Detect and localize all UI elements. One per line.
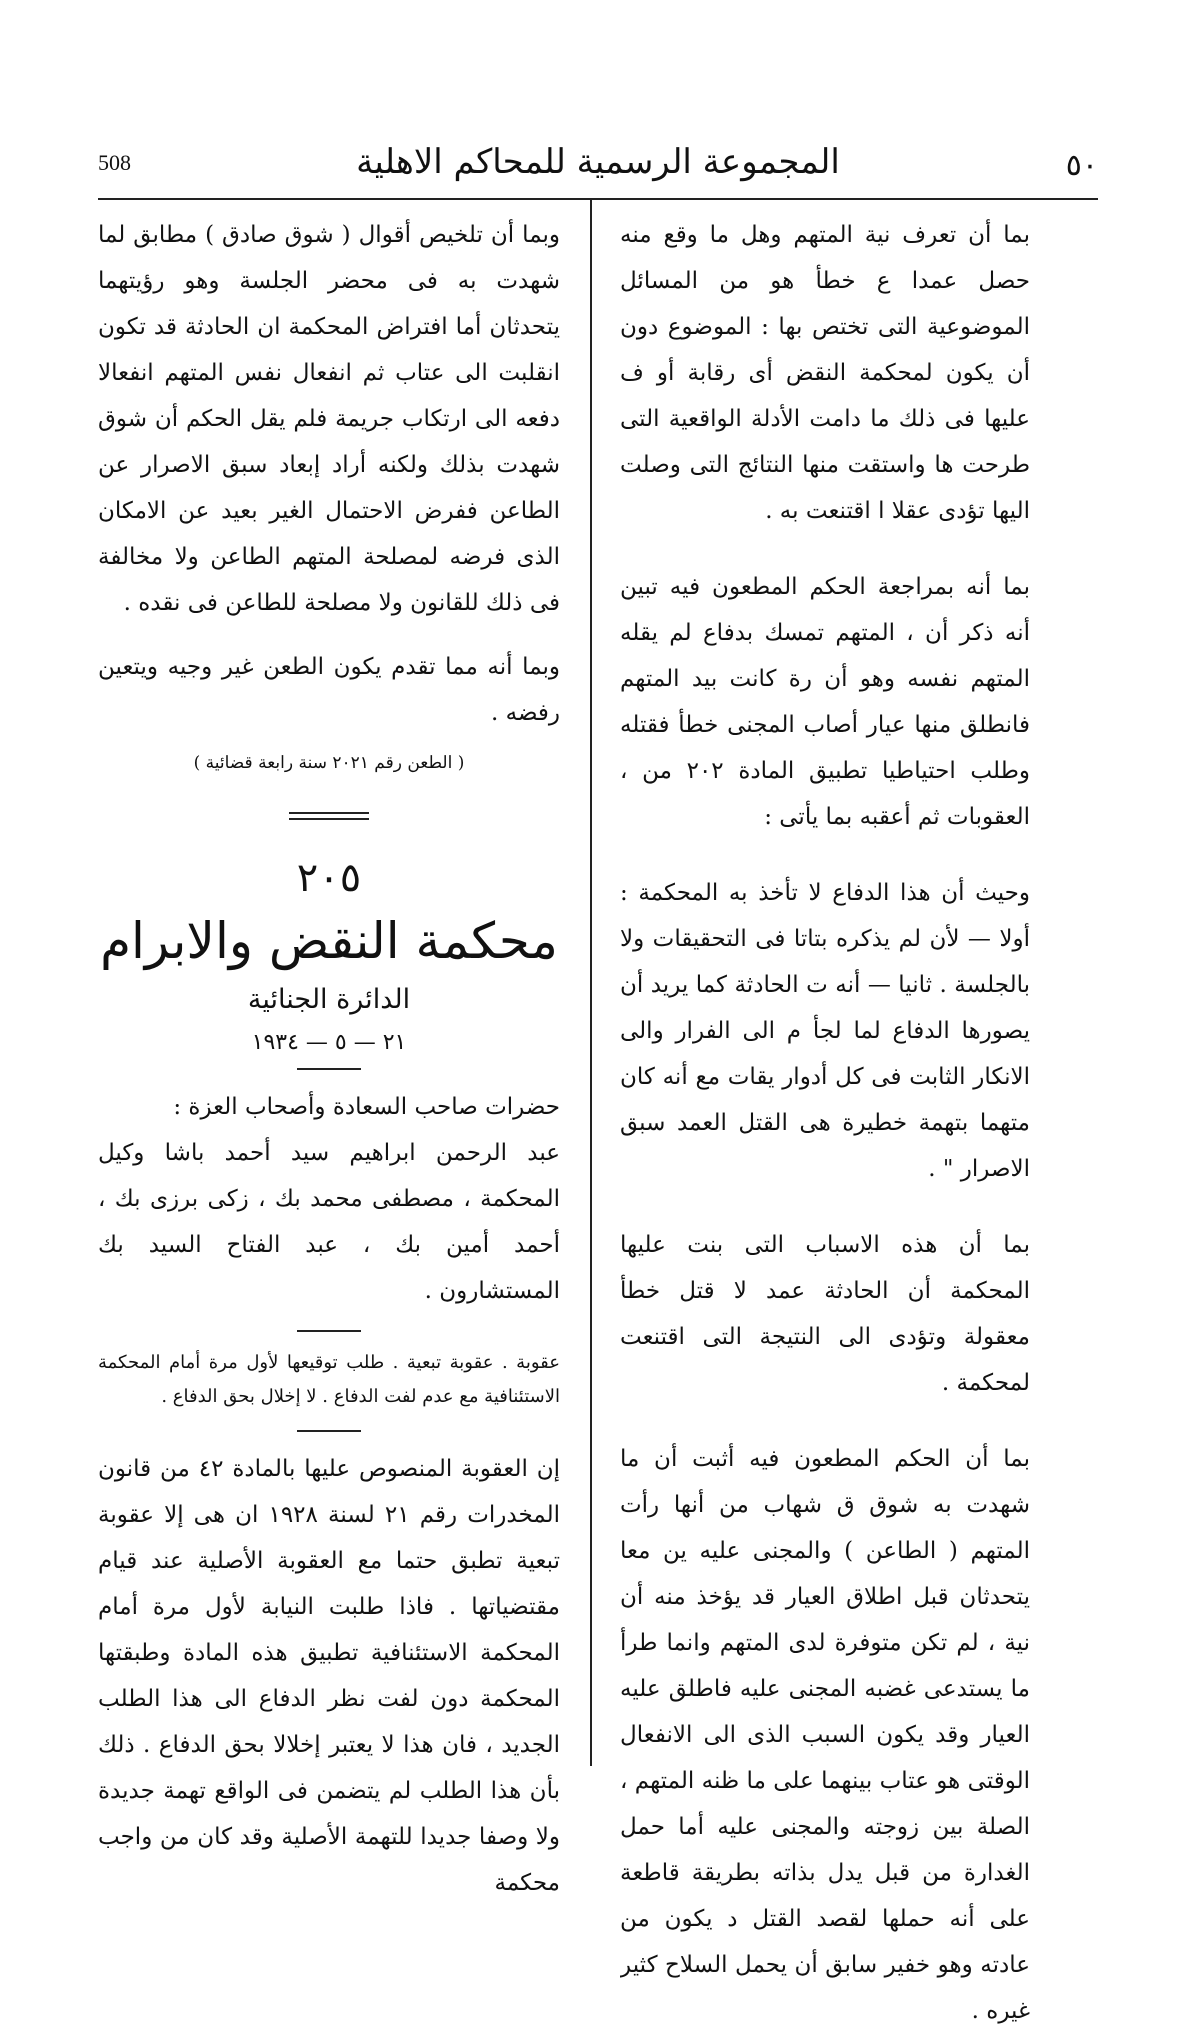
judges-list: عبد الرحمن ابراهيم سيد أحمد باشا وكيل المحكمة ، مصطفى محمد بك ، زكى برزى بك ، أحمد أمين بك ، عبد الفتاح السيد بك المستشارون . (98, 1140, 560, 1304)
right-paragraph-2: بما أنه بمراجعة الحكم المطعون فيه تبين أنه ذكر أن ، المتهم تمسك بدفاع لم يقله المتهم نفسه وهو أن رة كانت بيد المتهم فانطلق منها عيار أصاب المجنى خطأ فقتله وطلب احتياطيا تطبيق المادة ٢٠٢ من ، العقوبات ثم أعقبه بما يأتى : (620, 574, 1030, 830)
right-paragraph-3: وحيث أن هذا الدفاع لا تأخذ به المحكمة : أولا — لأن لم يذكره بتاتا فى التحقيقات ولا بالجلسة . ثانيا — أنه ت الحادثة كما يريد أن يصورها الدفاع لما لجأ م الى الفرار والى الانكار الثابت فى كل أدوار يقات مع أنه كان متهما بتهمة خطيرة هى القتل العمد سبق الاصرار " . (620, 880, 1030, 1182)
right-paragraph-4: بما أن هذه الاسباب التى بنت عليها المحكمة أن الحادثة عمد لا قتل خطأ معقولة وتؤدى الى النتيجة التى اقتنعت لمحكمة . (620, 1232, 1030, 1396)
appeal-reference: ( الطعن رقم ٢٠٢١ سنة رابعة قضائية ) (193, 753, 465, 773)
presence-intro: حضرات صاحب السعادة وأصحاب العزة : (173, 1094, 560, 1120)
header-rule (98, 198, 1098, 200)
page-number: 508 (98, 150, 131, 175)
summary-separator-top (297, 1330, 361, 1332)
right-paragraph-1: بما أن تعرف نية المتهم وهل ما وقع منه حصل عمدا ع خطأ هو من المسائل الموضوعية التى تختص بها : الموضوع دون أن يكون لمحكمة النقض أى رقابة أو ف عليها فى ذلك ما دامت الأدلة الواقعية التى طرحت ها واستقت منها النتائج التى وصلت اليها تؤدى عقلا ا اقتنعت به . (620, 222, 1030, 524)
page-header (98, 136, 1098, 196)
summary-separator-bottom (297, 1430, 361, 1432)
section-separator (289, 812, 369, 820)
case-date: ٢١ — ٥ — ١٩٣٤ (251, 1030, 407, 1055)
running-title: المجموعة الرسمية للمحاكم الاهلية (356, 142, 840, 182)
column-divider (590, 200, 592, 1766)
ruling-body: إن العقوبة المنصوص عليها بالمادة ٤٢ من قانون المخدرات رقم ٢١ لسنة ١٩٢٨ ان هى إلا عقوبة تبعية تطبق حتما مع العقوبة الأصلية عند قيام مقتضياتها . فاذا طلبت النيابة لأول مرة أمام المحكمة الاستئنافية تطبيق هذه المادة وطبقتها المحكمة دون لفت نظر الدفاع الى هذا الطلب الجديد ، فان هذا لا يعتبر إخلالا بحق الدفاع . ذلك بأن هذا الطلب لم يتضمن فى الواقع تهمة جديدة ولا وصفا جديدا للتهمة الأصلية وقد كان من واجب محكمة (98, 1456, 561, 1896)
volume-number: ٥٠ (1065, 148, 1098, 183)
date-separator (297, 1068, 361, 1070)
court-name: محكمة النقض والابرام (100, 912, 558, 970)
left-paragraph-1: وبما أن تلخيص أقوال ( شوق صادق ) مطابق لما شهدت به فى محضر الجلسة وهو رؤيتهما يتحدثان أما افتراض المحكمة ان الحادثة قد تكون انقلبت الى عتاب ثم انفعال نفس المتهم انفعالا دفعه الى ارتكاب جريمة فلم يقل الحكم أن شوق شهدت بذلك ولكنه أراد إبعاد سبق الاصرار عن الطاعن ففرض الاحتمال الغير بعيد عن الامكان الذى فرضه لمصلحة المتهم الطاعن ولا مخالفة فى ذلك للقانون ولا مصلحة للطاعن فى نقده . (98, 222, 560, 616)
right-column (620, 212, 1030, 2034)
left-column (98, 212, 560, 1906)
left-paragraph-2: وبما أنه مما تقدم يكون الطعن غير وجيه ويتعين رفضه . (98, 654, 560, 726)
case-summary: عقوبة . عقوبة تبعية . طلب توقيعها لأول مرة أمام المحكمة الاستئنافية مع عدم لفت الدفاع . لا إخلال بحق الدفاع . (98, 1352, 560, 1407)
circuit-name: الدائرة الجنائية (247, 984, 411, 1015)
case-number: ٢٠٥ (296, 855, 362, 901)
right-paragraph-5: بما أن الحكم المطعون فيه أثبت أن ما شهدت به شوق ق شهاب من أنها رأت المتهم ( الطاعن ) والمجنى عليه ين معا يتحدثان قبل اطلاق العيار قد يؤخذ منه أن نية ، لم تكن متوفرة لدى المتهم وانما طرأ ما يستدعى غضبه المجنى عليه فاطلق عليه العيار وقد يكون السبب الذى الى الانفعال الوقتى هو عتاب بينهما على ما ظنه المتهم ، الصلة بين زوجته والمجنى عليه أما حمل الغدارة من قبل يدل بذاته بطريقة قاطعة على أنه حملها لقصد القتل د يكون من عادته وهو خفير سابق أن يحمل السلاح كثير غيره . (620, 1446, 1030, 2024)
